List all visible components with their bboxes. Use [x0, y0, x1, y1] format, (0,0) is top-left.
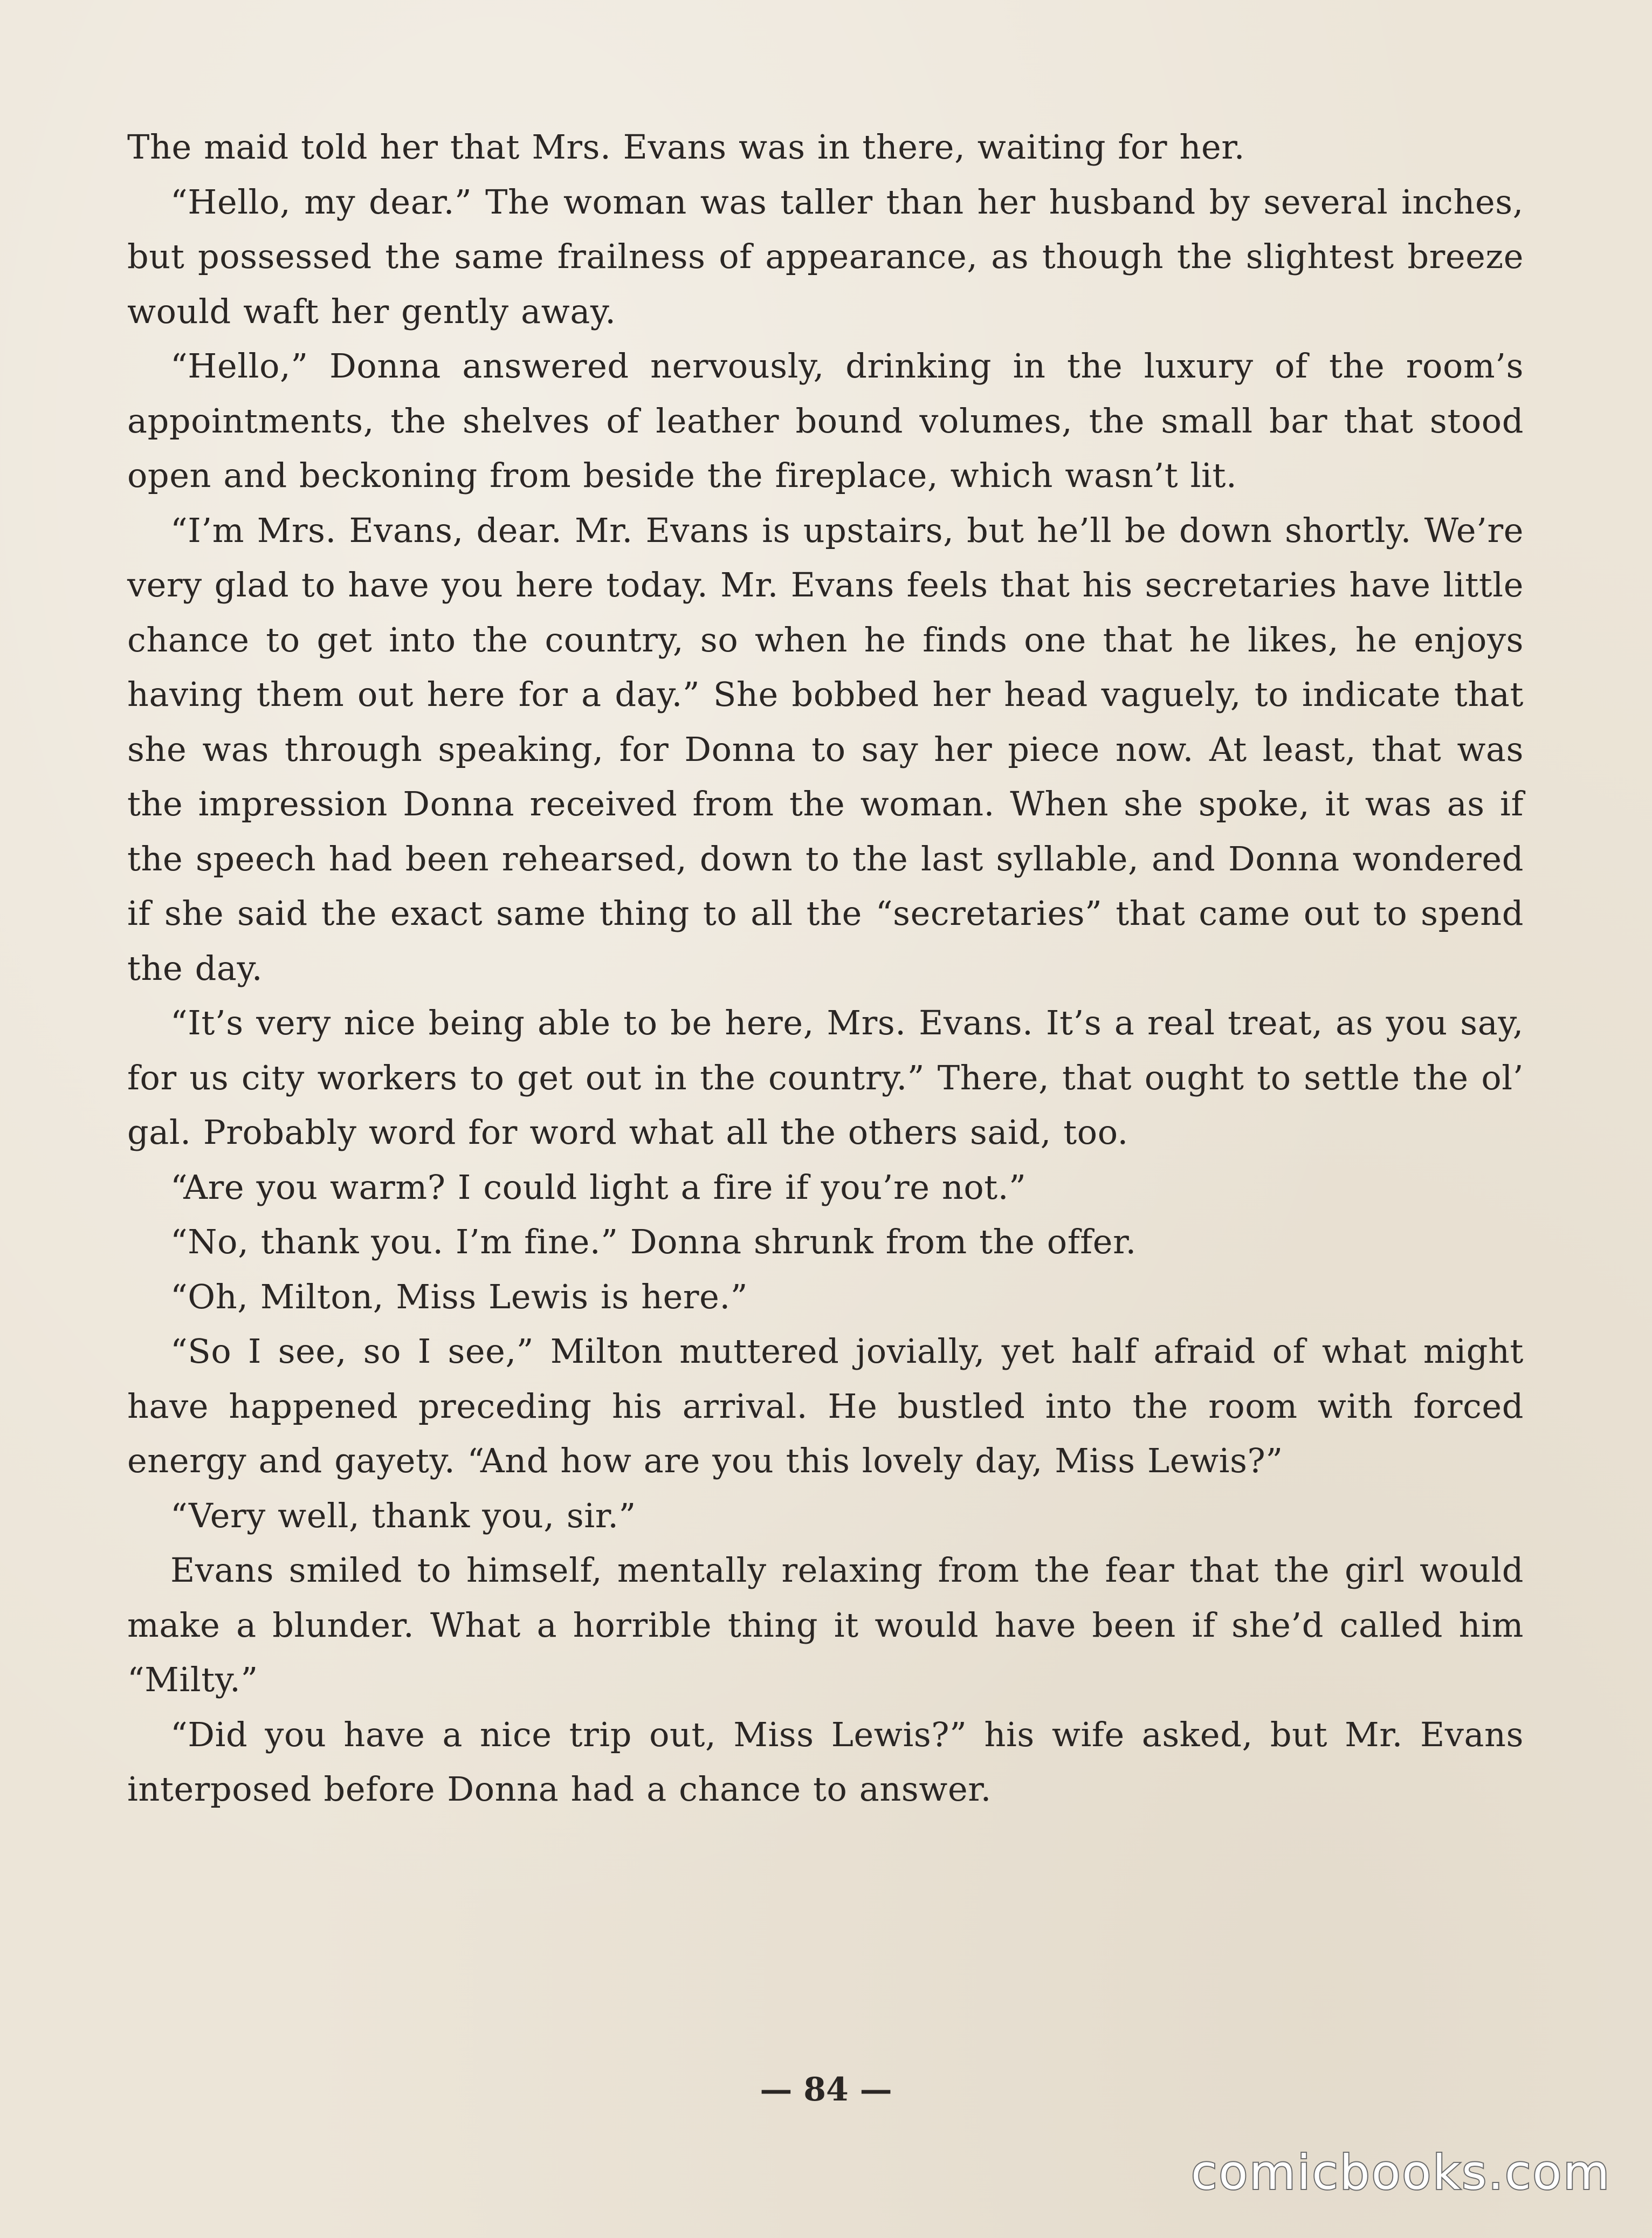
paragraph: “Hello, my dear.” The woman was taller than her husband by several inches, but possessed the same frailness of appearance, as though the slightest breeze would waft her gently away.: [127, 182, 1524, 331]
paragraph: “Oh, Milton, Miss Lewis is here.”: [170, 1276, 748, 1316]
watermark-logo: comicbooks.com: [1190, 2145, 1611, 2200]
body-text: [127, 120, 1524, 1817]
paragraph: Evans smiled to himself, mentally relaxing from the fear that the girl would make a blunder. What a horrible thing it would have been if she’d called him “Milty.”: [127, 1550, 1524, 1699]
paragraph: “Very well, thank you, sir.”: [170, 1495, 636, 1535]
paragraph: “Are you warm? I could light a fire if you’re not.”: [170, 1167, 1027, 1207]
paragraph: “So I see, so I see,” Milton muttered jovially, yet half afraid of what might have happened preceding his arrival. He bustled into the room with forced energy and gayety. “And how are you this lovely day, Miss Lewis?”: [127, 1331, 1524, 1480]
paragraph: “Did you have a nice trip out, Miss Lewis?” his wife asked, but Mr. Evans interposed before Donna had a chance to answer.: [127, 1714, 1524, 1809]
page-number: — 84 —: [760, 2071, 892, 2109]
paragraph: “I’m Mrs. Evans, dear. Mr. Evans is upstairs, but he’ll be down shortly. We’re very glad to have you here today. Mr. Evans feels that his secretaries have little chance to get into the country, so when he finds one that he likes, he enjoys having them out here for a day.” She bobbed her head vaguely, to indicate that she was through speaking, for Donna to say her piece now. At least, that was the impression Donna received from the woman. When she spoke, it was as if the speech had been rehearsed, down to the last syllable, and Donna wondered if she said the exact same thing to all the “secretaries” that came out to spend the day.: [127, 510, 1524, 988]
paragraph: “Hello,” Donna answered nervously, drinking in the luxury of the room’s appointments, the shelves of leather bound volumes, the small bar that stood open and beckoning from beside the fireplace, which wasn’t lit.: [127, 346, 1524, 495]
paragraph: “It’s very nice being able to be here, Mrs. Evans. It’s a real treat, as you say, for us city workers to get out in the country.” There, that ought to settle the ol’ gal. Probably word for word what all the others said, too.: [127, 1003, 1524, 1152]
paragraph: The maid told her that Mrs. Evans was in there, waiting for her.: [127, 127, 1245, 167]
paragraph: “No, thank you. I’m fine.” Donna shrunk from the offer.: [170, 1222, 1137, 1261]
